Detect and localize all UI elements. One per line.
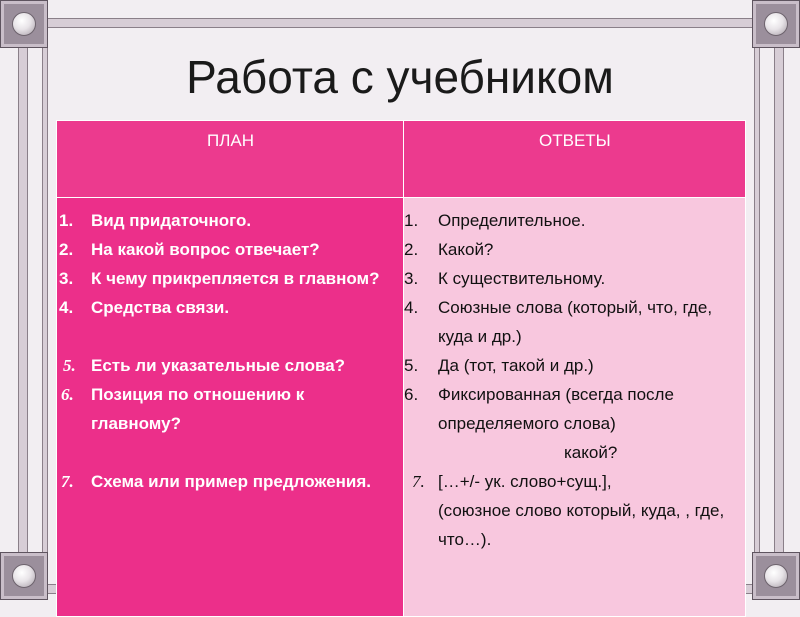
plan-item	[57, 293, 397, 322]
corner-knob-icon	[764, 12, 788, 36]
answers-column	[404, 198, 746, 617]
plan-header-label: ПЛАН	[207, 131, 254, 150]
frame-right-inner-bar	[754, 40, 760, 572]
plan-list	[57, 206, 397, 322]
plan-item-text: На какой вопрос отвечает?	[91, 240, 320, 259]
plan-item-number: 3.	[59, 269, 74, 288]
plan-extra-number: 7.	[61, 472, 74, 491]
answer-item-text: Да (тот, такой и др.)	[438, 356, 594, 375]
plan-item-text: Средства связи.	[91, 298, 230, 317]
answer-scheme-text: […+/- ук. слово+сущ.],	[438, 472, 612, 491]
answer-item	[404, 264, 741, 293]
frame-top-bar	[40, 18, 762, 28]
plan-item	[57, 206, 397, 235]
answer-item-number: 7.	[412, 472, 425, 491]
plan-item	[57, 264, 397, 293]
plan-extra-number: 5.	[63, 356, 76, 375]
plan-item-number: 1.	[59, 211, 74, 230]
plan-answers-table	[56, 120, 746, 617]
plan-extra-text: Схема или пример предложения.	[91, 472, 372, 491]
answer-item-text: Фиксированная (всегда после определяемого слова)	[438, 385, 674, 433]
answer-kakoy-line: какой?	[564, 443, 618, 462]
answer-example-text: (союзное слово который, куда, , где, что…).	[438, 501, 725, 549]
spacer	[57, 322, 397, 351]
plan-item-number: 2.	[59, 240, 74, 259]
answer-item	[404, 235, 741, 264]
answer-item-number: 1.	[404, 211, 419, 230]
plan-column	[57, 198, 404, 617]
corner-knob-icon	[12, 564, 36, 588]
answer-item-text: Определительное.	[438, 211, 586, 230]
answers-header-cell	[404, 121, 746, 198]
table-header-row	[57, 121, 746, 198]
answer-item	[404, 293, 741, 351]
plan-extra-text: Есть ли указательные слова?	[91, 356, 346, 375]
plan-extra-text: Позиция по отношению к главному?	[91, 385, 305, 433]
corner-ornament-top-right	[752, 0, 800, 48]
plan-item-number: 4.	[59, 298, 74, 317]
plan-extra-item	[57, 467, 397, 496]
table-body-row	[57, 198, 746, 617]
plan-item	[57, 235, 397, 264]
answer-item-text: Какой?	[438, 240, 494, 259]
frame-left-inner-bar	[42, 40, 48, 572]
corner-ornament-top-left	[0, 0, 48, 48]
frame-left-bar	[18, 40, 28, 572]
answers-list	[404, 206, 741, 438]
answer-item-text: К существительному.	[438, 269, 606, 288]
plan-extra-number: 6.	[61, 385, 74, 404]
answer-item-7	[404, 467, 741, 496]
slide-title: Работа с учебником	[186, 51, 614, 103]
corner-knob-icon	[12, 12, 36, 36]
plan-header-cell	[57, 121, 404, 198]
answers-header-label: ОТВЕТЫ	[539, 131, 611, 150]
answer-item-number: 2.	[404, 240, 419, 259]
answer-item-number: 5.	[404, 356, 419, 375]
answer-item-number: 3.	[404, 269, 419, 288]
answer-item	[404, 206, 741, 235]
answer-item-number: 6.	[404, 385, 419, 404]
answer-item-number: 4.	[404, 298, 419, 317]
frame-right-bar	[774, 40, 784, 572]
corner-ornament-bottom-right	[752, 552, 800, 600]
answer-item	[404, 351, 741, 380]
spacer	[57, 438, 397, 467]
plan-extra-item	[57, 380, 397, 438]
answer-item	[404, 380, 741, 438]
corner-ornament-bottom-left	[0, 552, 48, 600]
answer-item-text: Союзные слова (который, что, где, куда и др.)	[438, 298, 713, 346]
corner-knob-icon	[764, 564, 788, 588]
plan-item-text: К чему прикрепляется в главном?	[91, 269, 380, 288]
plan-extra-item	[57, 351, 397, 380]
plan-item-text: Вид придаточного.	[91, 211, 252, 230]
